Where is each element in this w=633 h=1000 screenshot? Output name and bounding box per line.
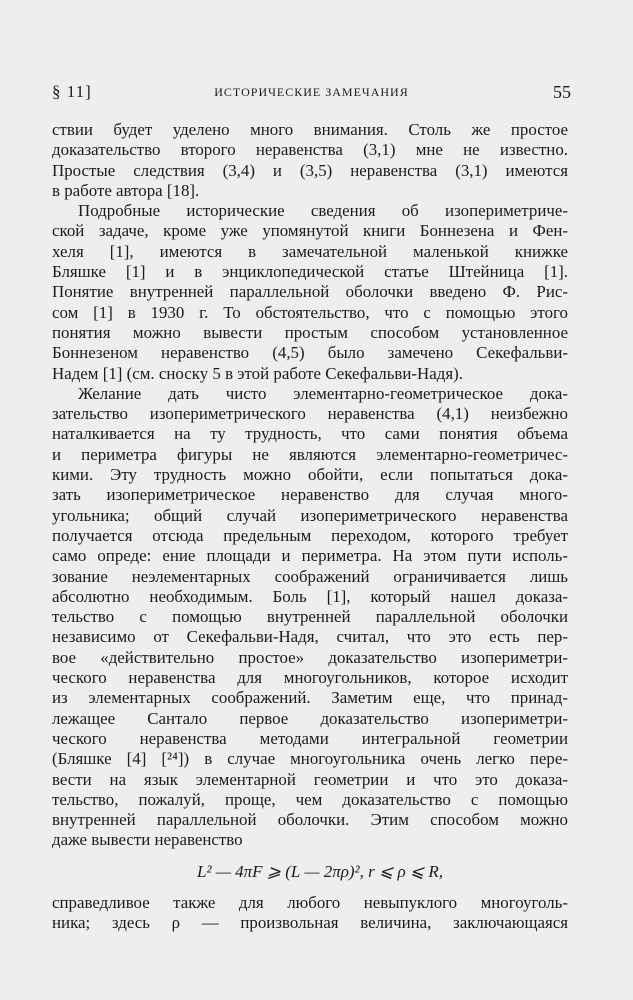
text-line: даже вывести неравенство [52, 830, 243, 850]
text-line: ствии будет уделено много внимания. Столь же простое [52, 120, 568, 139]
text-line: в работе автора [18]. [52, 180, 200, 200]
text-line: и периметра фигуры не являются элементарно-геометричес- [52, 444, 568, 464]
text-line: угольника; общий случай изопериметрического неравенства [52, 505, 568, 525]
text-line: ника; здесь ρ — произвольная величина, заключающаяся [52, 912, 568, 932]
page-number: 55 [553, 82, 571, 102]
paragraph [52, 120, 568, 201]
running-title: ИСТОРИЧЕСКИЕ ЗАМЕЧАНИЯ [214, 85, 409, 99]
text-line: внутренней параллельной оболочки. Этим способом можно [52, 810, 568, 830]
text-line: хеля [1], имеются в замечательной маленькой книжке [52, 241, 568, 261]
text-line: сом [1] в 1930 г. То обстоятельство, что с помощью этого [52, 302, 568, 322]
text-line: зование неэлементарных соображений ограничивается лишь [52, 566, 568, 586]
text-line: Бляшке [1] и в энциклопедической статье Штейница [1]. [52, 262, 568, 282]
text-line: Надем [1] (см. сноску 5 в этой работе Секефальви-Надя). [52, 363, 463, 383]
paragraph [52, 201, 568, 384]
text-line: лежащее Сантало первое доказательство изопериметри- [52, 708, 568, 728]
section-marker: § 11] [52, 82, 92, 101]
text-line: Простые следствия (3,4) и (3,5) неравенства (3,1) имеются [52, 160, 568, 180]
running-header [52, 82, 571, 108]
paragraph [52, 384, 568, 851]
text-line: тельство, пожалуй, проще, чем доказательство с помощью [52, 789, 568, 809]
paragraph [52, 893, 568, 934]
text-line: тельство с помощью внутренней параллельной оболочки [52, 607, 568, 627]
text-line: наталкивается на ту трудность, что сами понятия объема [52, 424, 568, 444]
text-line: доказательство второго неравенства (3,1) мне не известно. [52, 140, 568, 160]
text-line: Понятие внутренней параллельной оболочки введено Ф. Рис- [52, 282, 568, 302]
text-line: из элементарных соображений. Заметим еще, что принад- [52, 688, 568, 708]
text-line: получается отсюда предельным переходом, которого требует [52, 525, 568, 545]
text-line: Боннезеном неравенство (4,5) было замечено Секефальви- [52, 343, 568, 363]
text-line: (Бляшке [4] [²⁴]) в случае многоугольника очень легко пере- [52, 749, 568, 769]
text-line: кими. Эту трудность можно обойти, если попытаться дока- [52, 465, 568, 485]
text-line: Желание дать чисто элементарно-геометрическое дока- [78, 383, 568, 403]
text-line: независимо от Секефальви-Надя, считал, что это есть пер- [52, 627, 568, 647]
text-line: вести на язык элементарной геометрии и что это доказа- [52, 769, 568, 789]
text-line: справедливое также для любого невыпуклого многоуголь- [52, 892, 568, 912]
formula: L² — 4πF ⩾ (L — 2πρ)², r ⩽ ρ ⩽ R, [196, 861, 444, 881]
text-line: само опреде: ение площади и периметра. На этом пути исполь- [52, 546, 568, 566]
text-line: зательство изопериметрического неравенства (4,1) неизбежно [52, 404, 568, 424]
text-line: Подробные исторические сведения об изопериметриче- [78, 201, 568, 221]
text-line: ской задаче, кроме уже упомянутой книги Боннезена и Фен- [52, 221, 568, 241]
text-line: понятия можно вывести простым способом установленное [52, 322, 568, 342]
text-line: зать изопериметрическое неравенство для случая много- [52, 485, 568, 505]
text-line: ческого неравенства для многоугольников, которое исходит [52, 668, 568, 688]
body-text [52, 120, 568, 933]
text-line: вое «действительно простое» доказательство изопериметри- [52, 647, 568, 667]
text-line: ческого неравенства методами интегральной геометрии [52, 728, 568, 748]
text-line: абсолютно необходимым. Боль [1], который нашел доказа- [52, 586, 568, 606]
